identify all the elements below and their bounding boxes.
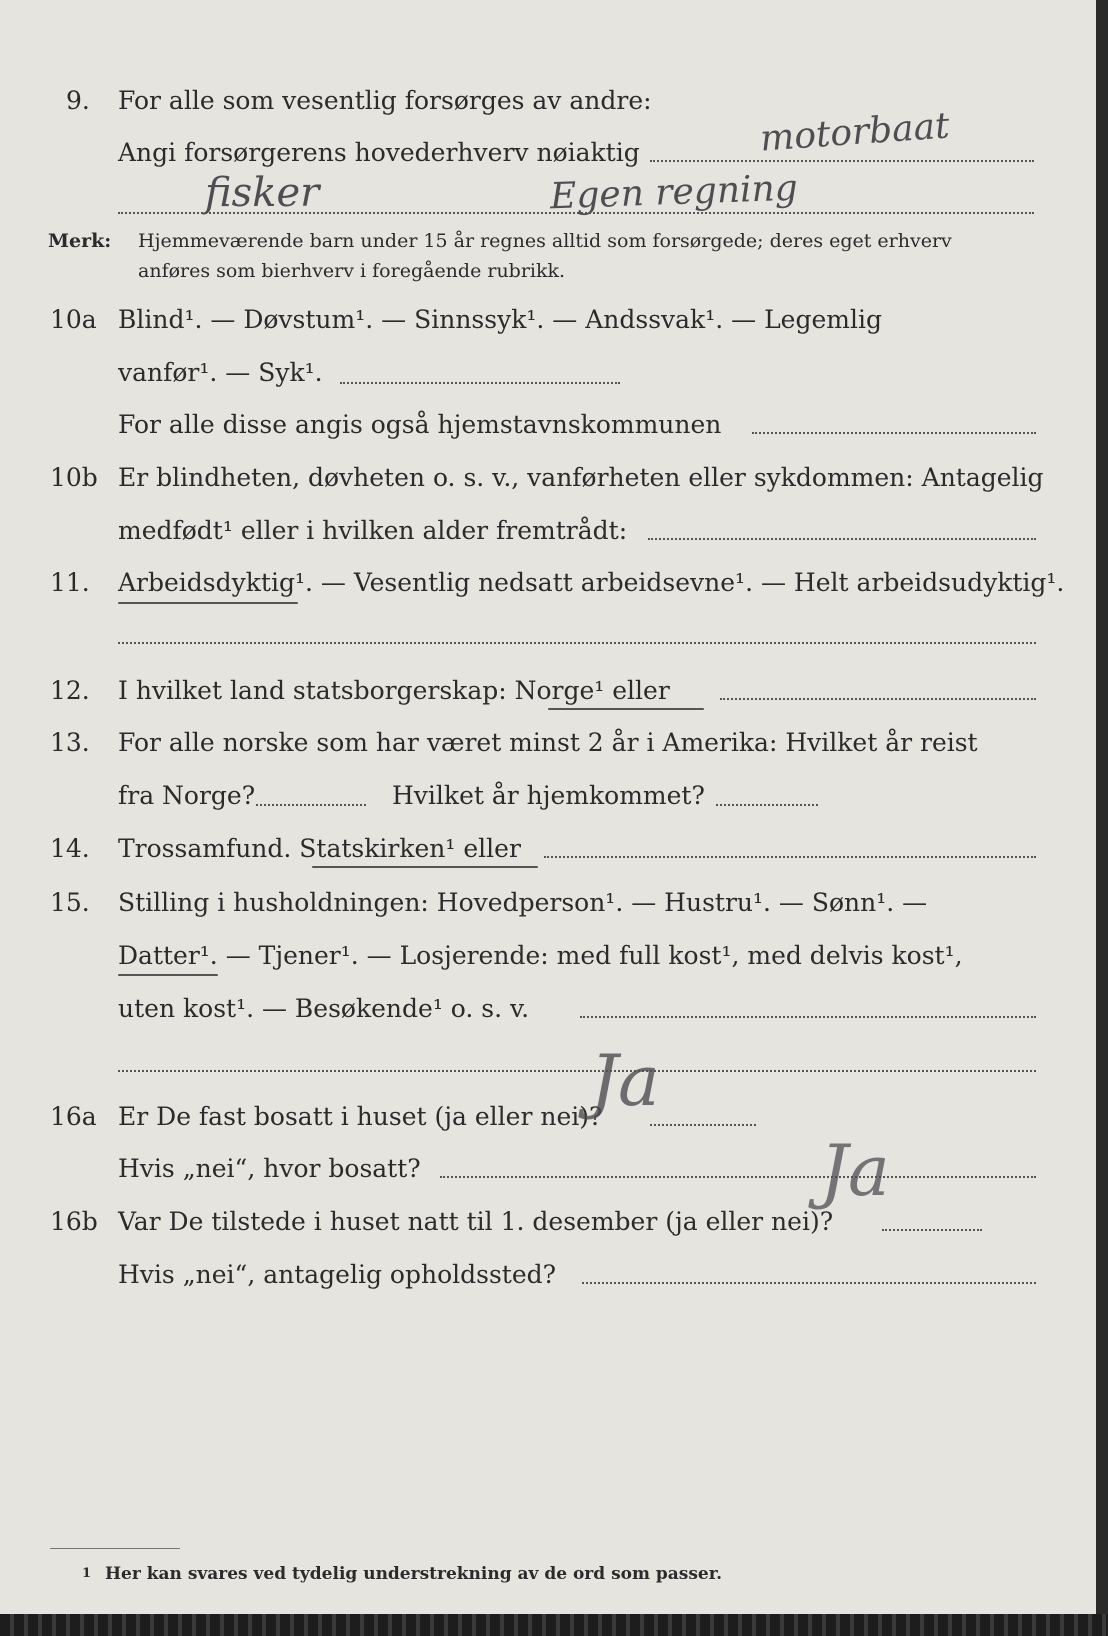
- q9-handwriting-motorbaat: motorbaat: [758, 105, 951, 160]
- q14-handwritten-underline: [312, 866, 538, 868]
- q13-line1: For alle norske som har været minst 2 år i Amerika: Hvilket år reist: [118, 728, 978, 757]
- q15-number: 15.: [50, 888, 90, 917]
- q9-line1: For alle som vesentlig forsørges av andre:: [118, 86, 652, 115]
- q14-number: 14.: [50, 834, 90, 863]
- q16b-answer-line1: [882, 1229, 982, 1231]
- q15-line2: Datter¹. — Tjener¹. — Losjerende: med full kost¹, med delvis kost¹,: [118, 941, 963, 970]
- q13-line2a: fra Norge?: [118, 781, 256, 810]
- q15-line3: uten kost¹. — Besøkende¹ o. s. v.: [118, 994, 530, 1023]
- merk-label: Merk:: [48, 230, 112, 252]
- merk-line2: anføres som bierhverv i foregående rubrikk.: [138, 260, 566, 282]
- q13-line2b: Hvilket år hjemkommet?: [392, 781, 705, 810]
- q12-line1: I hvilket land statsborgerskap: Norge¹ eller: [118, 676, 670, 705]
- q10a-line2: vanfør¹. — Syk¹.: [118, 358, 323, 387]
- q16a-answer-line2: [440, 1176, 1036, 1178]
- q16a-answer-line1: [650, 1124, 756, 1126]
- q10a-answer-line1: [340, 382, 620, 384]
- q10a-answer-line2: [752, 432, 1036, 434]
- q16a-line2: Hvis „nei“, hvor bosatt?: [118, 1154, 421, 1183]
- q14-line1: Trossamfund. Statskirken¹ eller: [118, 834, 521, 863]
- q13-number: 13.: [50, 728, 90, 757]
- q16a-line1: Er De fast bosatt i huset (ja eller nei)?: [118, 1102, 603, 1131]
- q14-answer-line: [544, 856, 1036, 858]
- scan-edge: [0, 1614, 1108, 1636]
- q16b-answer-line2: [582, 1282, 1036, 1284]
- q10a-number: 10a: [50, 305, 97, 334]
- q15-answer-line1: [580, 1016, 1036, 1018]
- footnote-text: Her kan svares ved tydelig understrekning av de ord som passer.: [105, 1564, 723, 1584]
- q10b-line1: Er blindheten, døvheten o. s. v., vanførheten eller sykdommen: Antagelig: [118, 463, 1044, 492]
- q15-handwritten-underline: [118, 974, 218, 976]
- footnote-rule: [50, 1548, 180, 1549]
- q16b-line1: Var De tilstede i huset natt til 1. desember (ja eller nei)?: [118, 1207, 834, 1236]
- q12-handwritten-underline: [548, 708, 704, 710]
- q11-handwritten-underline: [118, 602, 298, 604]
- q16b-handwriting-ja: Ja: [820, 1130, 890, 1212]
- q9-number: 9.: [66, 86, 90, 115]
- q9-answer-line1: [650, 160, 1034, 162]
- q10b-line2: medfødt¹ eller i hvilken alder fremtrådt:: [118, 516, 628, 545]
- q15-answer-line2: [118, 1070, 1036, 1072]
- q12-answer-line: [720, 698, 1036, 700]
- merk-line1: Hjemmeværende barn under 15 år regnes alltid som forsørgede; deres eget erhverv: [138, 230, 952, 252]
- q11-answer-line: [118, 642, 1036, 644]
- q10a-line3: For alle disse angis også hjemstavnskommunen: [118, 410, 722, 439]
- q12-number: 12.: [50, 676, 90, 705]
- q11-number: 11.: [50, 568, 90, 597]
- q9-line2: Angi forsørgerens hovederhverv nøiaktig: [118, 138, 640, 167]
- q16a-number: 16a: [50, 1102, 97, 1131]
- q9-handwriting-fisker: fisker: [205, 170, 320, 216]
- q16b-line2: Hvis „nei“, antagelig opholdssted?: [118, 1260, 557, 1289]
- q9-handwriting-egen-regning: Egen regning: [549, 167, 799, 218]
- q16a-handwriting-ja: Ja: [590, 1040, 660, 1122]
- q16b-number: 16b: [50, 1207, 98, 1236]
- q15-line1: Stilling i husholdningen: Hovedperson¹. — Hustru¹. — Sønn¹. —: [118, 888, 928, 917]
- q11-line1: Arbeidsdyktig¹. — Vesentlig nedsatt arbeidsevne¹. — Helt arbeidsudyktig¹.: [118, 568, 1065, 597]
- q13-answer-reist: [256, 804, 366, 806]
- q10b-answer-line: [648, 538, 1036, 540]
- footnote-mark: 1: [82, 1566, 92, 1581]
- q13-answer-hjemkommet: [716, 804, 818, 806]
- q10b-number: 10b: [50, 463, 98, 492]
- q10a-line1: Blind¹. — Døvstum¹. — Sinnssyk¹. — Andssvak¹. — Legemlig: [118, 305, 882, 334]
